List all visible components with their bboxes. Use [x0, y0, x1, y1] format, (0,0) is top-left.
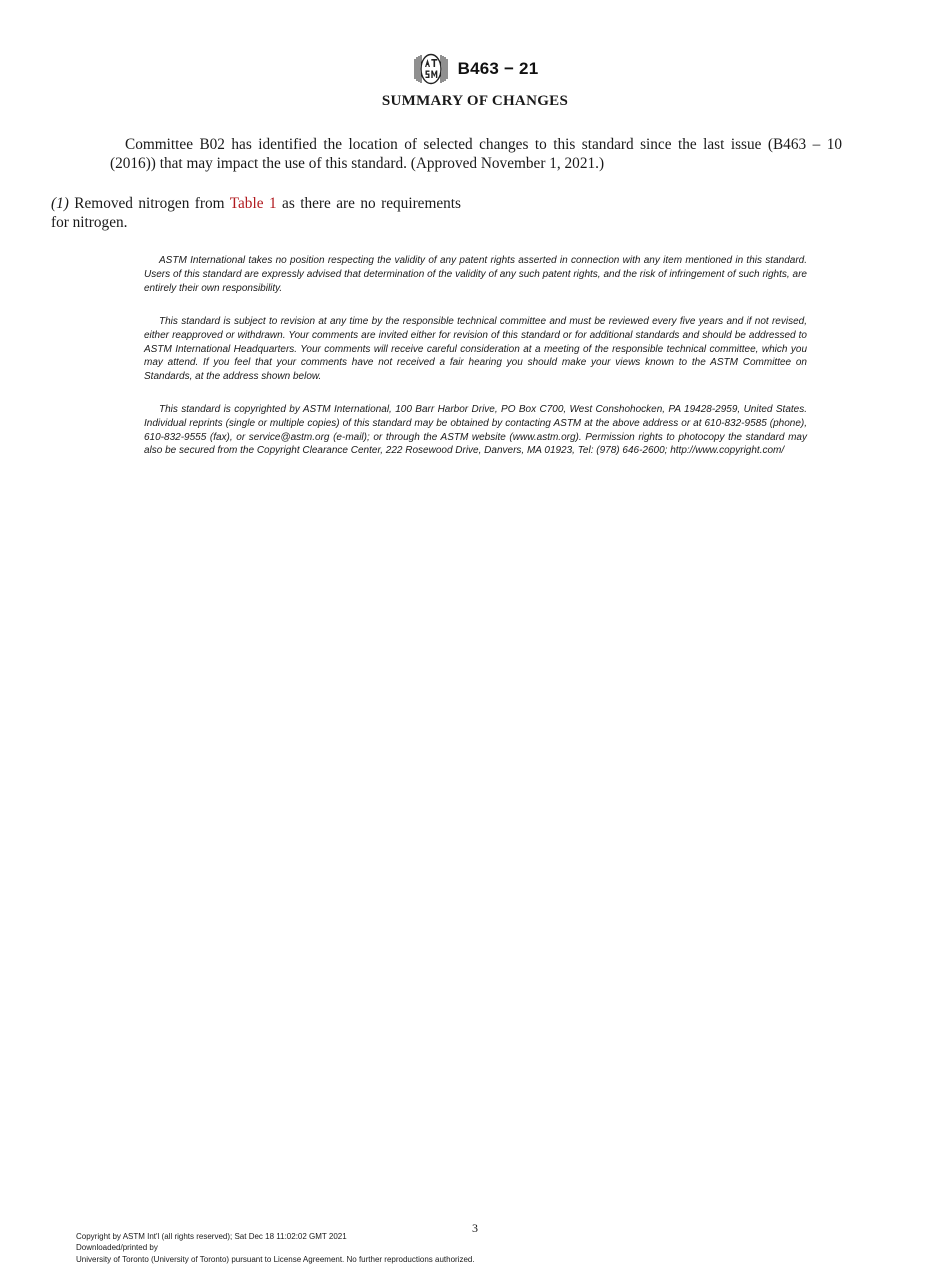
change-item	[51, 194, 461, 232]
section-title: SUMMARY OF CHANGES	[381, 93, 569, 109]
patent-notice: ASTM International takes no position respecting the validity of any patent rights asserted in connection with any item mentioned in this standard. Users of this standard are expressly advised that determination of the validity of any such patent rights, and the risk of infringement of such rights, are entirely their own responsibility.	[144, 255, 807, 294]
footer-downloaded-line: Downloaded/printed by	[76, 1243, 158, 1253]
intro-paragraph: Committee B02 has identified the location of selected changes to this standard since the last issue (B463 – 10 (2016)) that may impact the use of this standard. (Approved November 1, 2021.)	[110, 136, 842, 172]
footer-copyright-line: Copyright by ASTM Int'l (all rights reserved); Sat Dec 18 11:02:02 GMT 2021	[76, 1232, 347, 1241]
table-1-link[interactable]: Table 1	[229, 195, 277, 212]
change-item-number: (1)	[51, 195, 69, 212]
standard-designation: B463 − 21	[457, 59, 539, 78]
copyright-notice: This standard is copyrighted by ASTM International, 100 Barr Harbor Drive, PO Box C700, West Conshohocken, PA 19428-2959, United States. Individual reprints (single or multiple copies) of this standard may be obtained by contacting ASTM at the above address or at 610-832-9585 (phone), 610-832-9555 (fax), or service@astm.org (e-mail); or through the ASTM website (www.astm.org). Permission rights to photocopy the standard may also be secured from the Copyright Clearance Center, 222 Rosewood Drive, Danvers, MA 01923, Tel: (978) 646-2600; http://www.copyright.com/	[144, 404, 807, 457]
document-header	[0, 52, 950, 86]
page-number: 3	[472, 1221, 478, 1235]
revision-notice: This standard is subject to revision at any time by the responsible technical committee and must be reviewed every five years and if not revised, either reapproved or withdrawn. Your comments are invited either for revision of this standard or for additional standards and should be addressed to ASTM International Headquarters. Your comments will receive careful consideration at a meeting of the responsible technical committee, which you may attend. If you feel that your comments have not received a fair hearing you should make your views known to the ASTM Committee on Standards, at the address shown below.	[144, 316, 807, 383]
license-footer	[76, 1231, 776, 1265]
footer-license-line: University of Toronto (University of Toronto) pursuant to License Agreement. No further reproductions authorized.	[76, 1254, 475, 1264]
astm-logo-icon	[412, 53, 450, 85]
change-item-text-before: Removed nitrogen from	[68, 195, 230, 212]
change-item-text-after: as there are no requirements for nitrogen.	[51, 195, 461, 231]
